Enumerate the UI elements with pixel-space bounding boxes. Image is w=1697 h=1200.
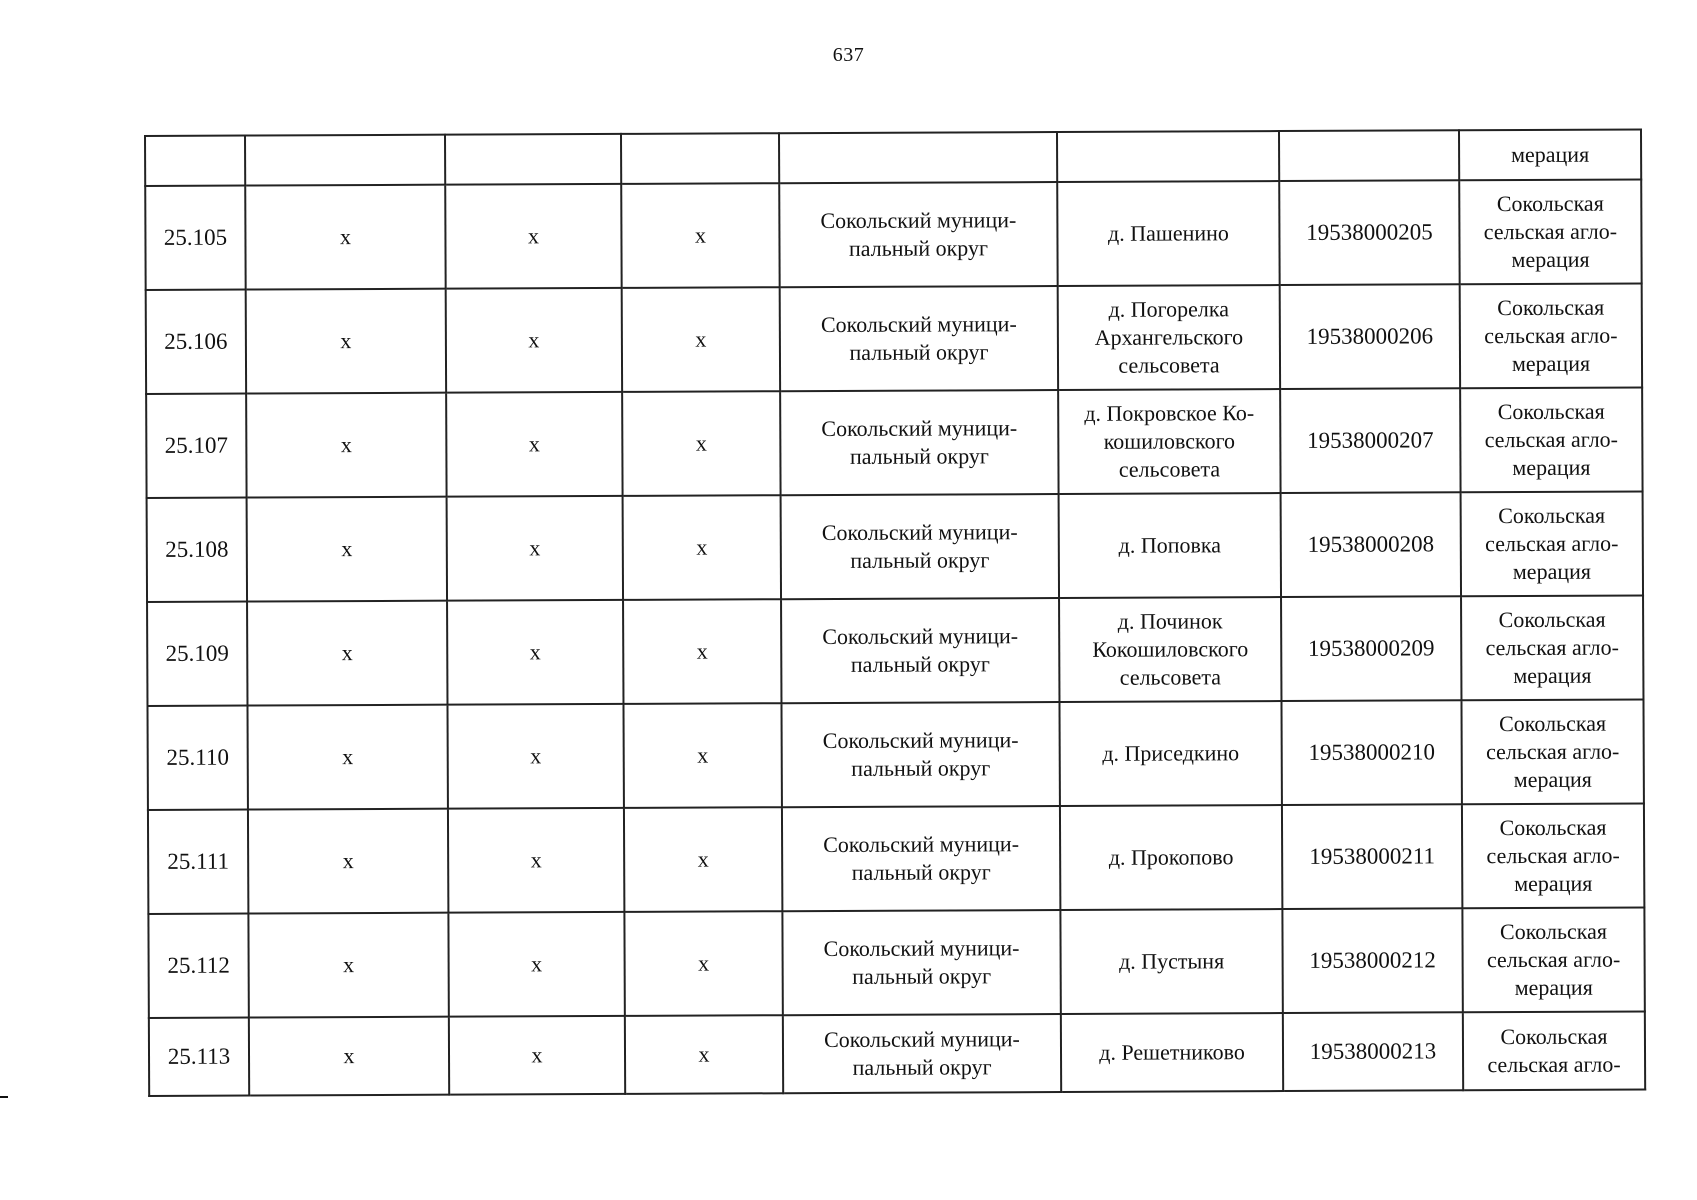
table-row <box>148 907 1644 1018</box>
district-line: Сокольский муници- <box>821 519 1018 546</box>
column-2-cell: x <box>248 913 448 1018</box>
table-row <box>147 595 1643 706</box>
agglomeration-line: Сокольская <box>1499 710 1607 737</box>
margin-tick <box>0 1096 8 1098</box>
agglomeration-line: сельская агло- <box>1485 530 1619 557</box>
agglomeration-line: сельская агло- <box>1484 426 1619 453</box>
column-4-cell: x <box>624 807 782 912</box>
agglomeration-cell <box>1463 1011 1645 1090</box>
table-row <box>148 803 1644 914</box>
agglomeration-line: мерация <box>1513 662 1592 689</box>
district-cell <box>781 702 1059 807</box>
row-number-cell: 25.111 <box>148 810 248 914</box>
district-line: Сокольский муници- <box>823 935 1020 962</box>
agglomeration-line: мерация <box>1514 870 1593 897</box>
agglomeration-cell <box>1462 803 1644 908</box>
column-2-cell: x <box>247 601 447 706</box>
agglomeration-line: мерация <box>1513 766 1592 793</box>
code-cell: 19538000212 <box>1282 908 1462 1013</box>
code-cell: 19538000210 <box>1281 700 1461 805</box>
column-2-cell: x <box>248 809 448 914</box>
code-cell: 19538000207 <box>1280 388 1460 493</box>
agglomeration-line: сельская агло- <box>1485 634 1619 661</box>
row-number-cell <box>145 136 245 186</box>
district-line: пальный округ <box>852 963 992 989</box>
column-3-cell <box>445 134 621 185</box>
agglomeration-line: Сокольская <box>1497 294 1605 321</box>
code-cell: 19538000208 <box>1281 492 1461 597</box>
settlement-line: д. Починок <box>1117 608 1223 634</box>
table-row <box>146 387 1642 498</box>
agglomeration-line: мерация <box>1511 350 1591 377</box>
row-number-cell: 25.109 <box>147 602 247 706</box>
district-cell <box>783 1014 1061 1093</box>
agglomeration-line: Сокольская <box>1496 190 1604 217</box>
agglomeration-line: Сокольская <box>1498 502 1606 529</box>
agglomeration-line: мерация <box>1512 558 1592 585</box>
district-cell <box>779 182 1057 287</box>
settlement-cell <box>1057 131 1279 182</box>
settlement-cell <box>1060 909 1282 1014</box>
agglomeration-line: Сокольская <box>1497 398 1605 425</box>
agglomeration-line: Сокольская <box>1500 1023 1608 1050</box>
column-4-cell <box>621 133 779 184</box>
row-number-cell: 25.112 <box>148 914 248 1018</box>
column-3-cell: x <box>447 704 623 809</box>
settlement-cell <box>1058 285 1280 390</box>
code-cell: 19538000213 <box>1283 1012 1463 1091</box>
row-number-cell: 25.113 <box>149 1018 249 1096</box>
column-3-cell: x <box>445 184 621 289</box>
settlement-line: д. Покровское Ко- <box>1084 400 1255 426</box>
settlement-line: д. Решетниково <box>1099 1039 1245 1065</box>
column-3-cell: x <box>447 496 623 601</box>
district-line: пальный округ <box>849 339 989 365</box>
column-4-cell: x <box>624 911 782 1016</box>
code-cell: 19538000211 <box>1282 804 1462 909</box>
agglomeration-line: Сокольская <box>1498 606 1606 633</box>
column-3-cell: x <box>448 808 624 913</box>
agglomeration-cell <box>1459 129 1641 180</box>
agglomeration-line: Сокольская <box>1499 918 1608 945</box>
agglomeration-cell <box>1462 907 1644 1012</box>
column-4-cell: x <box>622 391 780 496</box>
agglomeration-line: сельская агло- <box>1487 1051 1621 1078</box>
row-number-cell: 25.107 <box>146 394 246 498</box>
table-row <box>147 699 1643 810</box>
settlement-cell <box>1060 805 1282 910</box>
column-3-cell: x <box>449 1016 625 1095</box>
agglomeration-line: сельская агло- <box>1486 842 1620 869</box>
column-4-cell: x <box>622 287 780 392</box>
district-line: Сокольский муници- <box>822 623 1019 650</box>
table-row-continuation <box>145 129 1641 186</box>
settlement-line: д. Пустыня <box>1118 948 1225 974</box>
code-cell: 19538000206 <box>1280 284 1460 389</box>
district-cell <box>780 286 1058 391</box>
agglomeration-line: Сокольская <box>1499 814 1607 841</box>
district-cell <box>781 494 1059 599</box>
column-4-cell: x <box>621 183 779 288</box>
table-row <box>149 1011 1645 1096</box>
settlement-cell <box>1059 493 1281 598</box>
district-cell <box>782 806 1060 911</box>
settlement-line: Архангельского <box>1094 324 1244 350</box>
column-4-cell: x <box>623 703 781 808</box>
settlement-line: д. Прокопово <box>1108 844 1234 870</box>
column-2-cell: x <box>246 393 446 498</box>
settlement-line: Кокошиловского <box>1092 636 1249 662</box>
row-number-cell: 25.106 <box>146 290 246 394</box>
settlement-line: сельсовета <box>1119 664 1222 690</box>
row-number-cell: 25.110 <box>147 706 247 810</box>
column-4-cell: x <box>625 1015 783 1094</box>
settlement-line: сельсовета <box>1118 456 1221 482</box>
district-line: пальный округ <box>851 859 991 885</box>
row-number-cell: 25.108 <box>147 498 247 602</box>
district-cell <box>782 910 1060 1015</box>
settlement-line: д. Поповка <box>1118 532 1222 558</box>
agglomeration-cell <box>1460 283 1642 388</box>
column-4-cell: x <box>623 599 781 704</box>
page-number: 637 <box>832 44 865 66</box>
settlement-cell <box>1059 597 1281 702</box>
code-cell: 19538000209 <box>1281 596 1461 701</box>
district-line: Сокольский муници- <box>823 1026 1020 1053</box>
row-number-cell: 25.105 <box>145 186 245 290</box>
district-cell <box>781 598 1059 703</box>
settlement-line: кошиловского <box>1103 428 1236 454</box>
column-3-cell: x <box>446 288 622 393</box>
column-3-cell: x <box>448 912 624 1017</box>
settlement-cell <box>1059 701 1281 806</box>
agglomeration-line: мерация <box>1512 454 1591 481</box>
column-2-cell <box>245 135 445 186</box>
settlement-line: д. Пашенино <box>1107 220 1229 246</box>
district-line: пальный округ <box>850 651 990 677</box>
settlement-line: д. Погорелка <box>1108 296 1230 322</box>
district-line: пальный округ <box>848 235 989 261</box>
district-cell <box>779 132 1057 183</box>
settlement-line: д. Приседкино <box>1102 740 1240 766</box>
agglomeration-line: сельская агло- <box>1486 946 1621 973</box>
column-2-cell: x <box>247 497 447 602</box>
district-line: Сокольский муници- <box>822 727 1019 754</box>
agglomeration-cell <box>1461 491 1643 596</box>
agglomeration-line: мерация <box>1511 246 1590 273</box>
district-cell <box>780 390 1058 495</box>
agglomeration-line: мерация <box>1510 141 1590 168</box>
district-line: Сокольский муници- <box>820 207 1017 234</box>
column-2-cell: x <box>245 185 445 290</box>
column-2-cell: x <box>247 705 447 810</box>
agglomeration-cell <box>1459 179 1641 284</box>
settlement-cell <box>1061 1013 1283 1092</box>
column-3-cell: x <box>446 392 622 497</box>
agglomeration-cell <box>1461 699 1643 804</box>
settlement-line: сельсовета <box>1118 352 1220 378</box>
table-row <box>146 283 1642 394</box>
column-3-cell: x <box>447 600 623 705</box>
code-cell: 19538000205 <box>1279 180 1459 285</box>
table-row <box>147 491 1643 602</box>
column-2-cell: x <box>246 289 446 394</box>
district-line: пальный округ <box>849 443 989 469</box>
agglomeration-line: сельская агло- <box>1484 322 1618 349</box>
agglomeration-cell <box>1461 595 1643 700</box>
agglomeration-cell <box>1460 387 1642 492</box>
district-line: Сокольский муници- <box>820 311 1017 338</box>
column-4-cell: x <box>623 495 781 600</box>
district-line: пальный округ <box>851 755 991 781</box>
agglomeration-line: мерация <box>1514 974 1593 1001</box>
table-row <box>145 179 1641 290</box>
settlement-cell <box>1058 389 1280 494</box>
register-table <box>144 128 1646 1097</box>
settlement-cell <box>1057 181 1279 286</box>
agglomeration-line: сельская агло- <box>1485 738 1620 765</box>
district-line: Сокольский муници- <box>823 831 1020 858</box>
code-cell <box>1279 130 1459 181</box>
district-line: пальный округ <box>852 1054 992 1080</box>
district-line: Сокольский муници- <box>821 415 1018 442</box>
district-line: пальный округ <box>850 547 990 573</box>
column-2-cell: x <box>249 1017 449 1096</box>
agglomeration-line: сельская агло- <box>1483 218 1618 245</box>
